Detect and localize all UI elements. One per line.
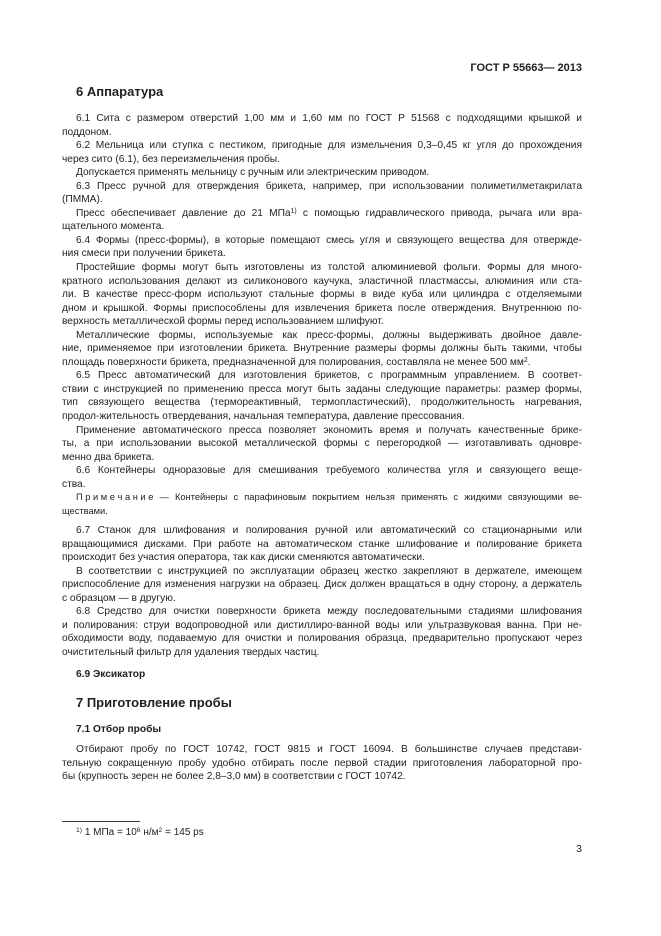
text-line: 6.3 Пресс ручной для отверждения брикета, например, при использовании полиметилметакрилата [76, 180, 582, 192]
note-text: — Контейнеры с парафиновым покрытием нельзя применять с жидкими связующими ве- [153, 492, 582, 503]
text-line: ства. [62, 478, 86, 490]
text-line: очистительный фильтр для удаления твердых частиц. [62, 646, 320, 658]
note-label: П р и м е ч а н и е [76, 492, 154, 503]
text-line: продол-жительность отвердевания, начальная температура, давление прессования. [62, 411, 465, 423]
text-line: 6.1 Сита с размером отверстий 1,00 мм и 1,60 мм по ГОСТ Р 51568 с подходящими крышкой и [76, 113, 582, 124]
text-line: (ПММА). [62, 194, 103, 206]
superscript: 6 [136, 826, 141, 834]
text-line: через сито (6.1), без переизмельчения пробы. [62, 153, 280, 165]
footnote-text: 1 МПа = 10 [82, 827, 137, 838]
text-line: ли. В качестве пресс-форм используют стальные формы в виде куба или цилиндра с отделяемыми [62, 289, 582, 301]
text-line: 6.8 Средство для очистки поверхности брикета между последовательными стадиями шлифования [76, 606, 582, 618]
note-line [62, 491, 582, 505]
section-7-heading: 7 Приготовление пробы [76, 695, 232, 710]
text-line: вращающимися дисками. При работе на автоматическом станке шлифование и полирование брикета [62, 538, 582, 550]
text-line: менно два брикета. [62, 451, 155, 463]
text-line: 6.5 Пресс автоматический для изготовления брикетов, с программным управлением. В соответ- [76, 370, 582, 382]
footnote-text: = 145 ps [162, 827, 204, 838]
subsection-7-1-body [62, 743, 582, 784]
superscript: 2 [158, 826, 163, 834]
page-number: 3 [576, 843, 582, 855]
footnote-text: н/м [140, 827, 159, 838]
footnote [76, 826, 204, 839]
section-6-body [62, 112, 582, 491]
text-line: бы (крупность зерен не более 2,8–3,0 мм) в соответствии с ГОСТ 10742. [62, 771, 406, 783]
text-line [62, 356, 582, 370]
section-6-heading: 6 Аппаратура [76, 84, 164, 99]
document-code: ГОСТ Р 55663— 2013 [470, 62, 582, 74]
text-line: ния смеси при получении брикета. [62, 248, 226, 260]
text-segment: . [527, 356, 531, 368]
text-line: ние, применяемое при изготовлении брикета. Внутренние размеры формы должны быть такими, чтобы [62, 343, 582, 355]
note-line: ществами. [62, 505, 108, 516]
text-line: щательного момента. [62, 221, 165, 233]
text-segment: площадь поверхности брикета, предназначенной для полирования, составляла не менее 500 мм [62, 356, 524, 368]
text-line: Допускается применять мельницу с ручным или электрическим приводом. [76, 167, 430, 179]
section-6-body-continued [62, 524, 582, 659]
text-line: ты, а при использовании высокой металлической формы с перегородкой — изготавливать одновре- [62, 438, 582, 450]
text-line: Металлические формы, используемые как пресс-формы, должны выдерживать двойное давле- [76, 329, 582, 341]
text-line: поддоном. [62, 126, 112, 138]
text-line: В соответствии с инструкцией по эксплуатации образец жестко закрепляют в держателе, имеющем [76, 565, 582, 577]
text-line: Простейшие формы могут быть изготовлены из толстой алюминиевой фольги. Формы для много- [76, 262, 582, 274]
text-segment: с помощью гидравлического привода, рычага или вра- [296, 207, 582, 219]
text-line: тельную сокращенную пробу удобно отбирать после первой стадии приготовления лабораторной про- [62, 757, 582, 769]
text-line: кратного использования делают из силиконового каучука, эластичной пластмассы, алюминия или ста- [62, 275, 582, 287]
text-line: происходит без участия оператора, так как диски сменяются автоматически. [62, 552, 425, 564]
text-line: обходимости воду, подаваемую для очистки и полирования образца, предварительно пропускают через [62, 633, 582, 645]
text-line: верхность металлической формы перед использованием шлифуют. [62, 316, 384, 328]
text-segment: Пресс обеспечивает давление до 21 МПа [76, 207, 291, 219]
text-line: тип связующего вещества (термореактивный, термопластический), продолжительность нагревания, [62, 397, 582, 409]
subsection-7-1-heading: 7.1 Отбор пробы [76, 724, 162, 735]
text-line: дном и крышкой. Формы приспособлены для извлечения брикета после отверждения. Внутреннюю по- [62, 302, 582, 314]
text-line: ствии с инструкцией по применению пресса могут быть заданы следующие параметры: размер формы, [62, 383, 582, 395]
item-6-9-heading: 6.9 Эксикатор [76, 669, 146, 680]
text-line: 6.7 Станок для шлифования и полирования ручной или автоматический со стационарными или [76, 525, 582, 536]
footnote-reference: 1) [290, 207, 297, 215]
text-line: с образцом — в другую. [62, 592, 176, 604]
footnote-marker: 1) [76, 826, 83, 834]
text-line: приспособление для изменения нагрузки на образец. Диск должен вращаться в одну сторону, а держатель [62, 579, 582, 591]
note [62, 491, 582, 518]
superscript: 2 [523, 356, 528, 364]
text-line: и полирования: струи водопроводной или дистиллиро-ванной воды или ультразвуковая ванна. При не- [62, 619, 582, 631]
text-line: 6.6 Контейнеры одноразовые для смешивания требуемого количества угля и связующего веще- [76, 465, 582, 477]
text-line: 6.4 Формы (пресс-формы), в которые помещают смесь угля и связующего вещества для отвержде- [76, 234, 582, 246]
text-line: 6.2 Мельница или ступка с пестиком, пригодные для измельчения 0,3–0,45 кг угля до прохождения [76, 140, 582, 152]
text-line: Применение автоматического пресса позволяет экономить время и получать качественные брике- [76, 424, 582, 436]
text-line [62, 207, 582, 221]
footnote-separator [62, 821, 140, 822]
text-line: Отбирают пробу по ГОСТ 10742, ГОСТ 9815 и ГОСТ 16094. В большинстве случаев представи- [76, 744, 582, 755]
